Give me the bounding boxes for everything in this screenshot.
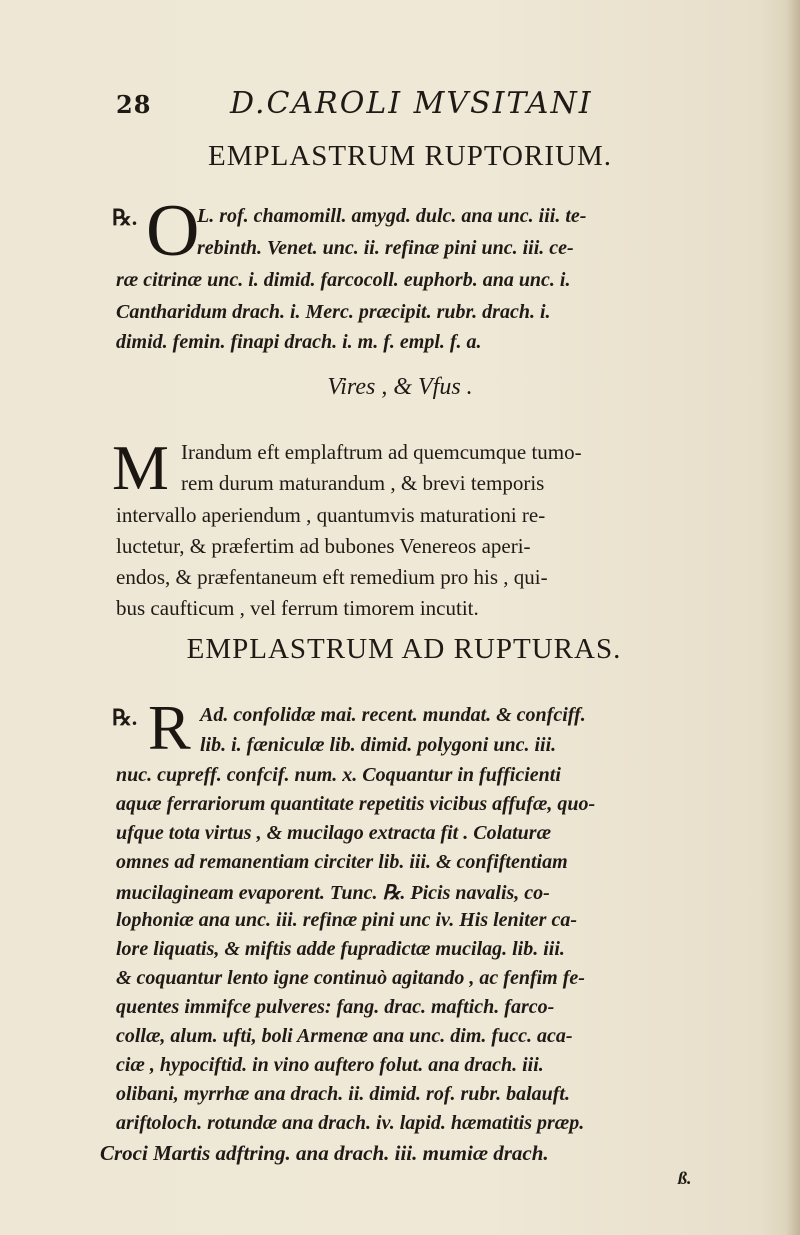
catchword: ß. — [678, 1168, 692, 1188]
recipe-line: rebinth. Venet. unc. ii. refinæ pini unc. iii. ce- — [197, 237, 574, 259]
recipe-line: Croci Martis adftring. ana drach. iii. mumiæ drach. — [100, 1141, 549, 1165]
prose-line: bus caufticum , vel ferrum timorem incutit. — [116, 596, 479, 620]
recipe-line: Ad. confolidæ mai. recent. mundat. & confciff. — [200, 704, 586, 726]
prose-line: endos, & præfentaneum eft remedium pro his , qui- — [116, 565, 548, 589]
recipe-line: nuc. cupreff. confcif. num. x. Coquantur in fufficienti — [116, 764, 561, 786]
recipe-line: lophoniæ ana unc. iii. refinæ pini unc iv. His leniter ca- — [116, 909, 577, 931]
drop-cap-o: O — [146, 190, 200, 272]
recipe-line: mucilagineam evaporent. Tunc. ℞. Picis navalis, co- — [116, 882, 550, 904]
recipe-line: ariftoloch. rotundæ ana drach. iv. lapid. hæmatitis præp. — [116, 1112, 585, 1134]
recipe-line: Cantharidum drach. i. Merc. præcipit. rubr. drach. i. — [116, 301, 551, 323]
recipe-line: aquæ ferrariorum quantitate repetitis vicibus affufæ, quo- — [116, 793, 596, 815]
recipe-line: ræ citrinæ unc. i. dimid. farcocoll. euphorb. ana unc. i. — [116, 269, 571, 291]
prose-line: rem durum maturandum , & brevi temporis — [181, 471, 545, 495]
recipe-line: lib. i. fæniculæ lib. dimid. polygoni unc. iii. — [200, 734, 557, 756]
prose-line: luctetur, & præfertim ad bubones Venereos aperi- — [116, 534, 531, 558]
recipe-line: L. rof. chamomill. amygd. dulc. ana unc. iii. te- — [197, 205, 587, 227]
recipe-line: olibani, myrrhæ ana drach. ii. dimid. rof. rubr. balauft. — [116, 1083, 570, 1105]
prose-line: Irandum eft emplaftrum ad quemcumque tumo- — [181, 440, 582, 464]
recipe-line: collæ, alum. ufti, boli Armenæ ana unc. dim. fucc. aca- — [116, 1025, 573, 1047]
recipe-line: ufque tota virtus , & mucilago extracta fit . Colaturæ — [116, 822, 552, 844]
running-head — [116, 86, 636, 122]
rx-symbol: ℞. — [112, 705, 138, 730]
page-number: 28 — [116, 90, 152, 119]
recipe-line: lore liquatis, & miftis adde fupradictæ mucilag. lib. iii. — [116, 938, 565, 960]
section-title-emplastrum-ruptorium: EMPLASTRUM RUPTORIUM. — [208, 140, 612, 172]
recipe-line: quentes immifce pulveres: fang. drac. maftich. farco- — [116, 996, 555, 1018]
prose-line: intervallo aperiendum , quantumvis maturationi re- — [116, 503, 546, 527]
recipe-line: omnes ad remanentiam circiter lib. iii. & confiftentiam — [116, 851, 568, 873]
recipe-line: ciæ , hypociftid. in vino auftero folut. ana drach. iii. — [116, 1054, 544, 1076]
rx-symbol: ℞. — [112, 205, 138, 230]
running-title: D.CAROLI MVSITANI — [230, 86, 593, 121]
section-title-emplastrum-ad-rupturas: EMPLASTRUM AD RUPTURAS. — [186, 633, 622, 665]
vires-usus-heading: Vires , & Vfus . — [327, 374, 473, 400]
recipe-line: dimid. femin. finapi drach. i. m. f. empl. f. a. — [116, 331, 482, 353]
drop-cap-r: R — [148, 692, 191, 763]
recipe-line: & coquantur lento igne continuò agitando , ac fenfim fe- — [116, 967, 585, 989]
page-edge-shadow — [786, 0, 800, 1235]
drop-cap-m: M — [112, 432, 169, 503]
